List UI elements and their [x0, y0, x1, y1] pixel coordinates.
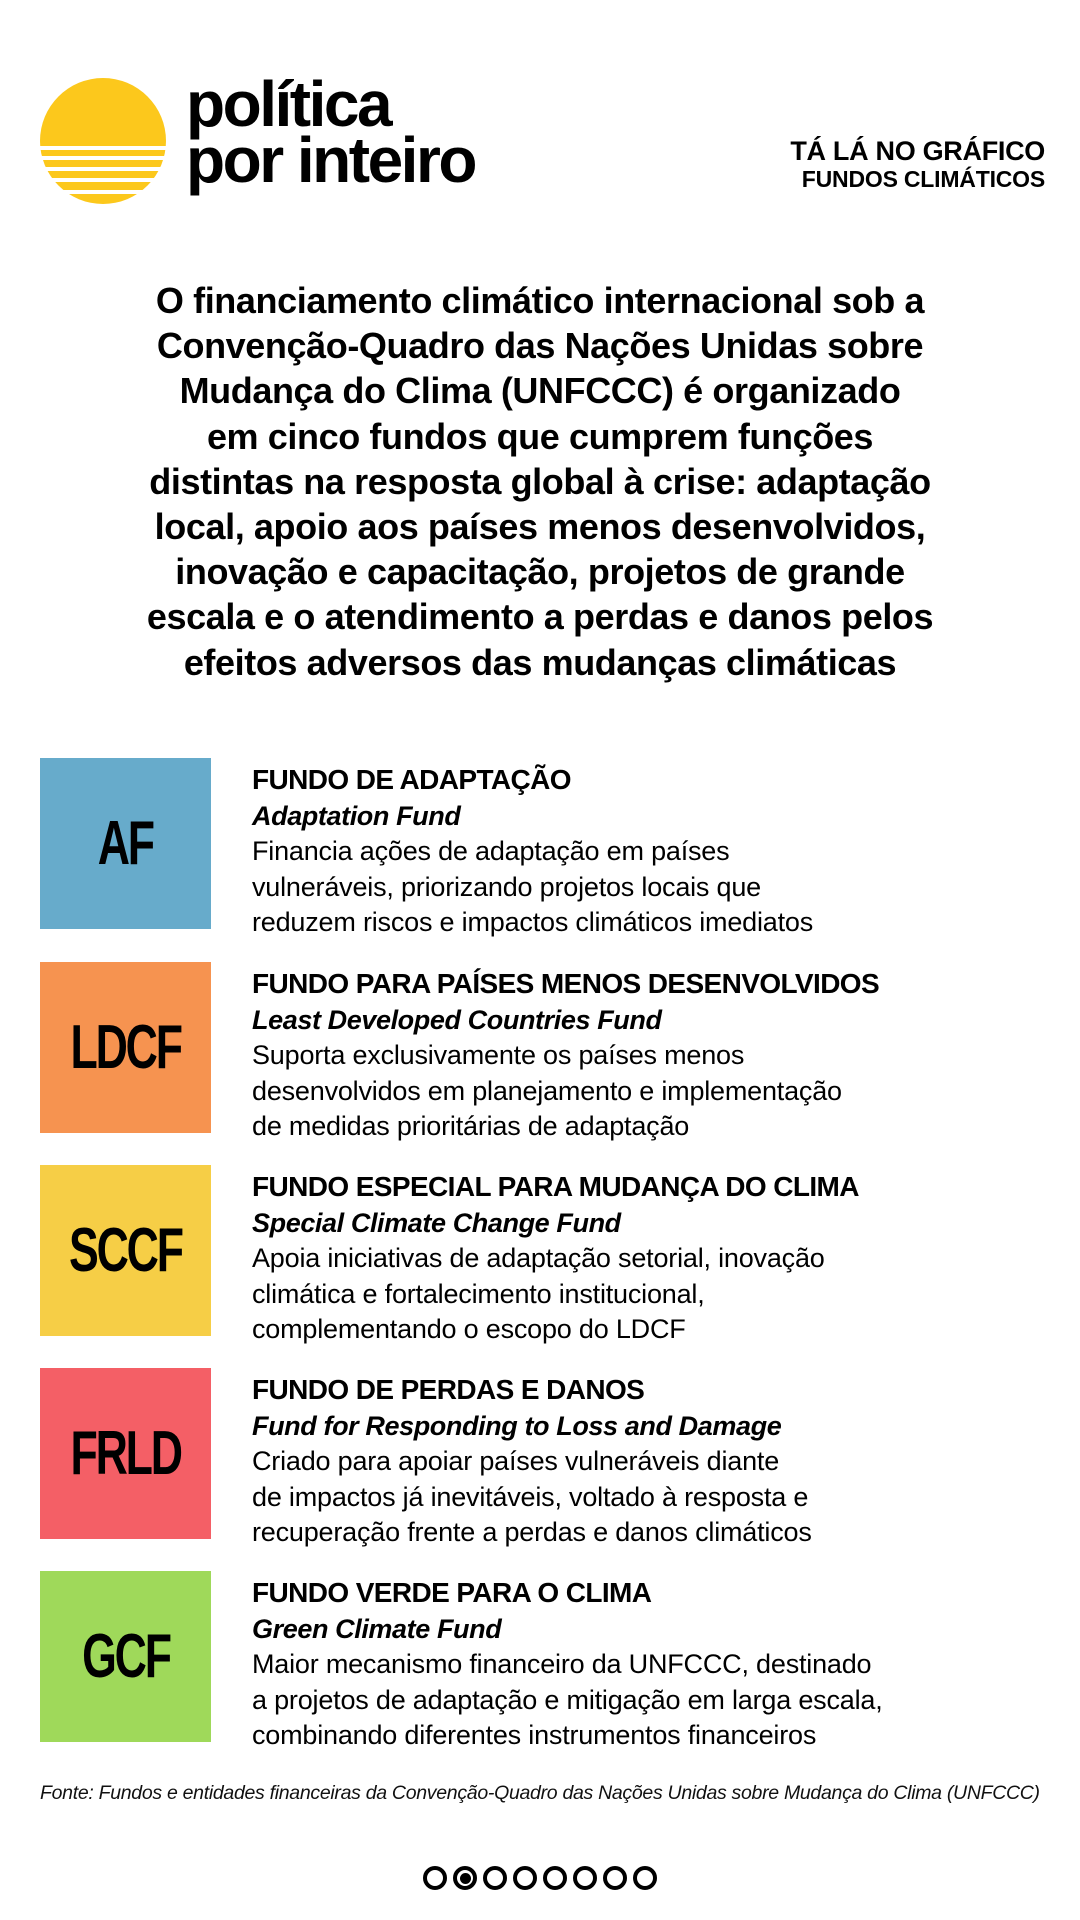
fund-description [252, 1647, 1052, 1754]
source-note: Fonte: Fundos e entidades financeiras da Convenção-Quadro das Nações Unidas sobre Mudança do Clima (UNFCCC) [40, 1782, 1040, 1804]
fund-item-frld [40, 1368, 1050, 1547]
page-dot-1[interactable] [423, 1866, 447, 1890]
fund-description [252, 1038, 1052, 1145]
fund-title: FUNDO VERDE PARA O CLIMA [252, 1577, 652, 1608]
fund-item-sccf [40, 1165, 1050, 1344]
fund-title: FUNDO ESPECIAL PARA MUDANÇA DO CLIMA [252, 1171, 859, 1202]
fund-text [252, 966, 1052, 1145]
fund-badge [40, 1571, 211, 1742]
desc-line: complementando o escopo do LDCF [252, 1314, 686, 1344]
fund-description [252, 834, 1052, 941]
fund-abbr: GCF [81, 1622, 170, 1691]
brand-line-2: por inteiro [186, 124, 475, 196]
fund-abbr: SCCF [69, 1216, 182, 1285]
fund-abbr: FRLD [70, 1419, 181, 1488]
fund-title: FUNDO DE ADAPTAÇÃO [252, 764, 571, 795]
desc-line: de impactos já inevitáveis, voltado à resposta e [252, 1481, 809, 1512]
fund-english-name: Special Climate Change Fund [252, 1208, 621, 1238]
fund-badge [40, 1165, 211, 1336]
fund-item-gcf [40, 1571, 1050, 1750]
fund-english-name: Adaptation Fund [252, 801, 461, 831]
desc-line: Financia ações de adaptação em países [252, 836, 730, 866]
sun-over-water-icon [40, 78, 166, 204]
intro-line: em cinco fundos que cumprem funções [206, 415, 874, 457]
desc-line: Maior mecanismo financeiro da UNFCCC, destinado [252, 1649, 872, 1679]
intro-line: O financiamento climático internacional sob a [155, 280, 925, 321]
desc-line: de medidas prioritárias de adaptação [252, 1111, 690, 1141]
intro-paragraph [60, 278, 1020, 685]
intro-line: efeitos adversos das mudanças climáticas [183, 641, 897, 683]
desc-line: desenvolvidos em planejamento e implementação [252, 1075, 842, 1106]
series-title: TÁ LÁ NO GRÁFICO [790, 136, 1045, 166]
fund-text [252, 1575, 1052, 1754]
fund-english-name: Fund for Responding to Loss and Damage [252, 1411, 782, 1441]
fund-text [252, 1169, 1052, 1348]
desc-line: Apoia iniciativas de adaptação setorial, inovação [252, 1243, 825, 1273]
brand-wordmark [186, 68, 475, 196]
page-dot-5[interactable] [543, 1866, 567, 1890]
fund-english-name: Least Developed Countries Fund [252, 1005, 662, 1035]
intro-line: distintas na resposta global à crise: adaptação [149, 460, 931, 502]
desc-line: climática e fortalecimento institucional, [252, 1278, 705, 1309]
page-dot-4[interactable] [513, 1866, 537, 1890]
fund-abbr: AF [97, 809, 154, 878]
fund-item-af [40, 758, 1050, 937]
fund-abbr: LDCF [70, 1013, 181, 1082]
intro-line: Convenção-Quadro das Nações Unidas sobre [156, 325, 924, 367]
intro-line: inovação e capacitação, projetos de grande [175, 551, 905, 593]
fund-title: FUNDO PARA PAÍSES MENOS DESENVOLVIDOS [252, 968, 880, 999]
fund-item-ldcf [40, 962, 1050, 1141]
page-dot-7[interactable] [603, 1866, 627, 1890]
desc-line: reduzem riscos e impactos climáticos imediatos [252, 907, 813, 937]
intro-line: Mudança do Clima (UNFCCC) é organizado [179, 370, 901, 412]
intro-line: escala e o atendimento a perdas e danos pelos [146, 596, 934, 638]
desc-line: Suporta exclusivamente os países menos [252, 1040, 745, 1070]
series-tag [790, 136, 1045, 192]
desc-line: recuperação frente a perdas e danos climáticos [252, 1517, 812, 1547]
fund-text [252, 762, 1052, 941]
page-dot-6[interactable] [573, 1866, 597, 1890]
page-dot-8[interactable] [633, 1866, 657, 1890]
fund-badge [40, 962, 211, 1133]
fund-title: FUNDO DE PERDAS E DANOS [252, 1374, 645, 1405]
fund-badge [40, 758, 211, 929]
desc-line: Criado para apoiar países vulneráveis diante [252, 1446, 780, 1476]
fund-english-name: Green Climate Fund [252, 1614, 502, 1644]
fund-text [252, 1372, 1052, 1551]
intro-line: local, apoio aos países menos desenvolvidos, [154, 506, 926, 548]
page-dot-3[interactable] [483, 1866, 507, 1890]
series-subtitle: FUNDOS CLIMÁTICOS [801, 166, 1045, 192]
carousel-pager [0, 1866, 1080, 1890]
page-dot-2-active[interactable] [453, 1866, 477, 1890]
fund-description [252, 1241, 1052, 1348]
fund-badge [40, 1368, 211, 1539]
desc-line: combinando diferentes instrumentos financeiros [252, 1720, 817, 1750]
fund-description [252, 1444, 1052, 1551]
desc-line: a projetos de adaptação e mitigação em larga escala, [252, 1684, 883, 1715]
brand-line-1: política [186, 68, 391, 140]
desc-line: vulneráveis, priorizando projetos locais que [252, 871, 761, 902]
